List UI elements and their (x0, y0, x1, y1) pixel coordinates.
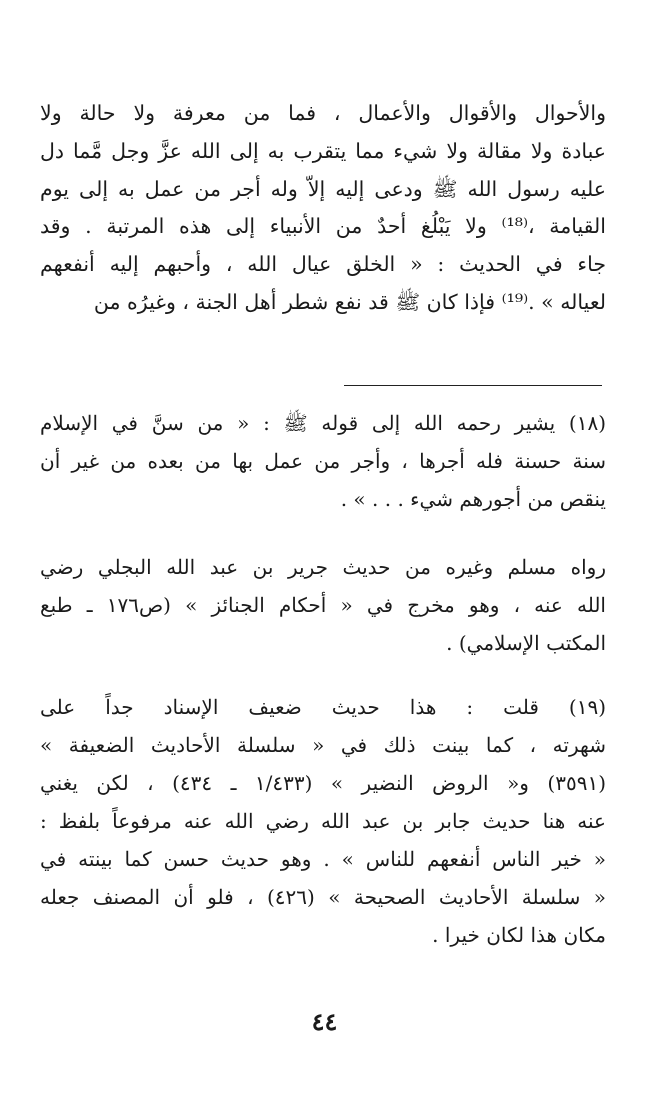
footnote-line: (٣٥٩١) و« الروض النضير » (١/٤٣٣ ـ ٤٣٤) ، لكن يغني (40, 771, 606, 795)
main-text-line: عبادة ولا مقالة ولا شيء مما يتقرب به إلى الله عزَّ وجل مَّما دل (40, 138, 606, 163)
main-text-line: والأحوال والأقوال والأعمال ، فما من معرفة ولا حالة ولا (40, 101, 606, 125)
main-text (40, 95, 606, 322)
footnote-18-source (40, 548, 606, 662)
footnote-line: الله عنه ، وهو مخرج في « أحكام الجنائز » (ص١٧٦ ـ طبع (40, 593, 606, 617)
footnote-line: « سلسلة الأحاديث الصحيحة » (٤٢٦) ، فلو أن المصنف جعله (40, 885, 606, 909)
footnote-line: المكتب الإسلامي) . (446, 631, 606, 655)
main-text-line: جاء في الحديث : « الخلق عيال الله ، وأحبهم إليه أنفعهم (40, 252, 606, 277)
main-text-line: القيامة ،⁽¹⁸⁾ ولا يَبْلُغ أحدٌ من الأنبياء إلى هذه المرتبة . وقد (40, 214, 606, 239)
footnote-line: (١٨) يشير رحمه الله إلى قوله ﷺ : « من سنَّ في الإسلام (40, 411, 606, 435)
footnote-line: ينقص من أجورهم شيء . . . » . (340, 487, 606, 511)
footnote-line: « خير الناس أنفعهم للناس » . وهو حديث حسن كما بينته في (40, 847, 606, 871)
footnote-divider (344, 385, 602, 386)
footnote-line: رواه مسلم وغيره من حديث جرير بن عبد الله البجلي رضي (40, 555, 606, 579)
footnote-18 (40, 404, 606, 518)
page-number: ٤٤ (311, 1007, 338, 1036)
footnote-line: مكان هذا لكان خيرا . (432, 923, 606, 947)
footnote-19 (40, 688, 606, 954)
main-text-line: عليه رسول الله ﷺ ودعى إليه إلاّ وله أجر من عمل به إلى يوم (40, 176, 606, 201)
footnote-line: سنة حسنة فله أجرها ، وأجر من عمل بها من بعده من غير أن (40, 449, 606, 473)
main-text-line: لعياله » .⁽¹⁹⁾ فإذا كان ﷺ قد نفع شطر أهل الجنة ، وغيرُه من (93, 289, 606, 314)
footnote-line: عنه هنا حديث جابر بن عبد الله رضي الله عنه مرفوعاً بلفظ : (40, 809, 606, 833)
footnote-line: شهرته ، كما بينت ذلك في « سلسلة الأحاديث الضعيفة » (40, 733, 606, 757)
footnote-line: (١٩) قلت : هذا حديث ضعيف الإسناد جداً على (40, 695, 606, 719)
